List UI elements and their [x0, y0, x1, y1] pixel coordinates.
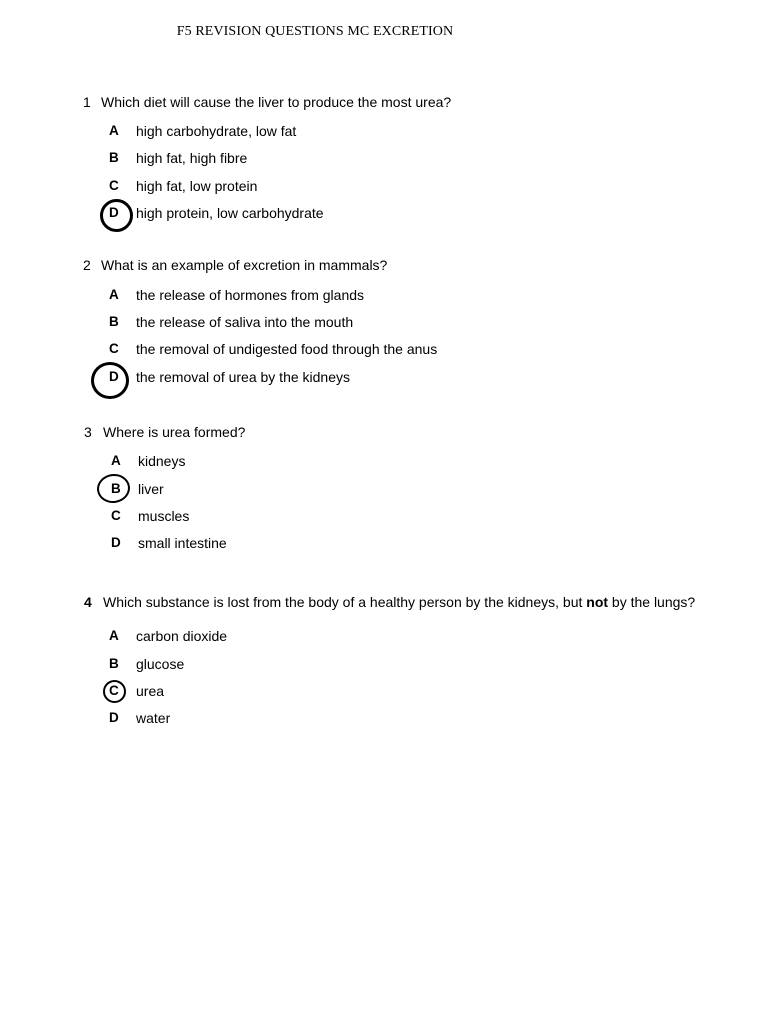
option-letter: A: [111, 453, 121, 468]
option-b: [0, 150, 600, 170]
option-letter: D: [109, 205, 119, 220]
option-letter: B: [111, 481, 121, 496]
option-text: carbon dioxide: [136, 628, 228, 644]
option-d: [0, 369, 600, 389]
answer-circle-mark: [91, 362, 129, 399]
question-text: [103, 594, 695, 610]
document-title: F5 REVISION QUESTIONS MC EXCRETION: [176, 24, 454, 39]
option-text: urea: [136, 683, 165, 699]
option-letter: B: [109, 150, 119, 165]
option-text: the release of saliva into the mouth: [136, 314, 354, 330]
question-text: Where is urea formed?: [103, 424, 246, 440]
option-text: high fat, low protein: [136, 178, 258, 194]
option-d: [0, 710, 600, 730]
answer-circle-mark: [103, 680, 126, 703]
option-b: [0, 656, 600, 676]
option-letter: C: [109, 341, 119, 356]
option-letter: A: [109, 628, 119, 643]
option-letter: D: [111, 535, 121, 550]
question-text-emphasis: not: [586, 594, 609, 610]
option-text: the removal of urea by the kidneys: [136, 369, 351, 385]
option-b: [0, 314, 600, 334]
option-a: [0, 453, 600, 473]
option-letter: A: [109, 123, 119, 138]
question-number: 1: [83, 94, 91, 110]
question-number: 4: [84, 594, 92, 610]
option-text: kidneys: [138, 453, 186, 469]
option-b: [0, 481, 600, 501]
option-letter: C: [109, 178, 119, 193]
option-letter: B: [109, 314, 119, 329]
option-text: the release of hormones from glands: [136, 287, 365, 303]
option-letter: D: [109, 710, 119, 725]
option-letter: B: [109, 656, 119, 671]
option-text: high fat, high fibre: [136, 150, 248, 166]
option-a: [0, 628, 600, 648]
option-c: [0, 508, 600, 528]
question-number: 3: [84, 424, 92, 440]
option-text: the removal of undigested food through the anus: [136, 341, 438, 357]
option-letter: C: [109, 683, 119, 698]
option-text: water: [136, 710, 171, 726]
option-c: [0, 683, 600, 703]
option-text: muscles: [138, 508, 190, 524]
option-letter: D: [109, 369, 119, 384]
option-text: glucose: [136, 656, 185, 672]
option-text: liver: [138, 481, 164, 497]
question-text-part: by the lungs?: [608, 594, 696, 610]
option-letter: C: [111, 508, 121, 523]
option-text: high carbohydrate, low fat: [136, 123, 297, 139]
option-letter: A: [109, 287, 119, 302]
option-a: [0, 287, 600, 307]
question-number: 2: [83, 257, 91, 273]
option-text: small intestine: [138, 535, 227, 551]
option-c: [0, 178, 600, 198]
option-d: [0, 535, 600, 555]
option-a: [0, 123, 600, 143]
option-c: [0, 341, 600, 361]
question-text: What is an example of excretion in mammals?: [101, 257, 388, 273]
option-d: [0, 205, 600, 225]
question-text-part: Which substance is lost from the body of a healthy person by the kidneys, but: [103, 594, 587, 610]
question-text: Which diet will cause the liver to produce the most urea?: [101, 94, 452, 110]
option-text: high protein, low carbohydrate: [136, 205, 324, 221]
answer-circle-mark: [100, 199, 133, 232]
